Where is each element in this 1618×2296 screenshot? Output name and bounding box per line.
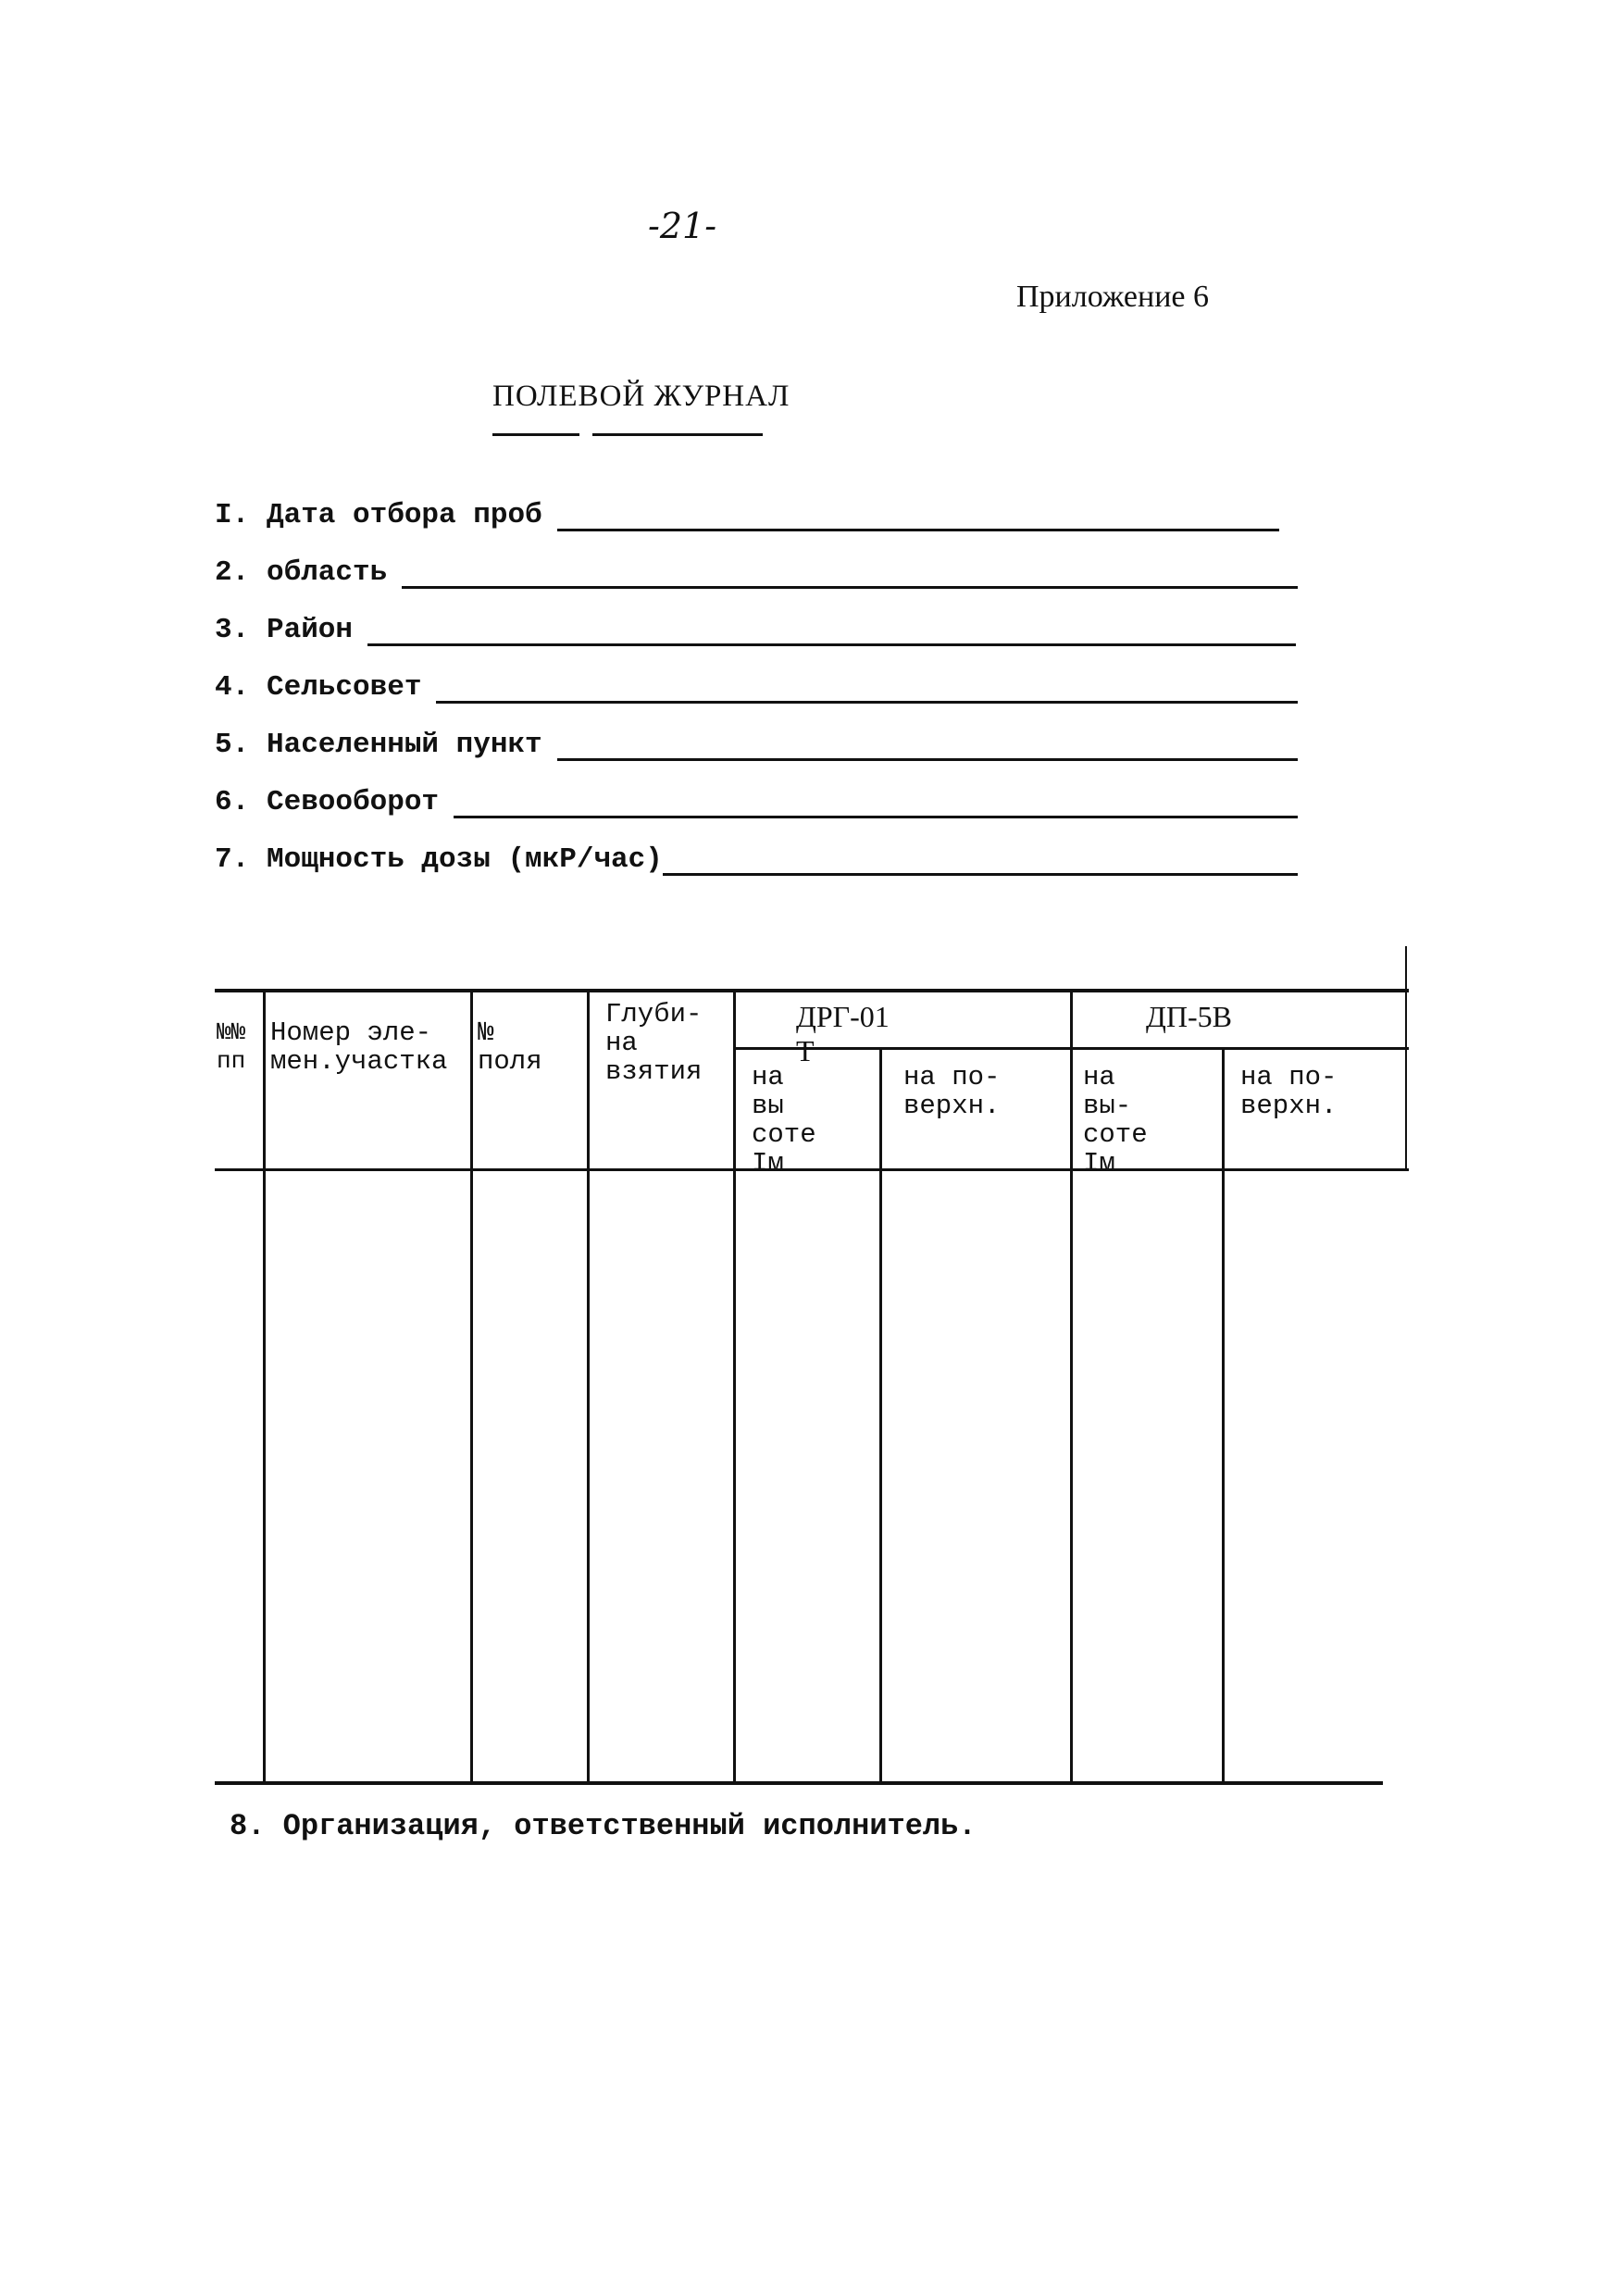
field-village-council[interactable] [215, 663, 1298, 704]
table-col-divider [470, 992, 473, 1781]
col-header-index: №№ пп [217, 1018, 246, 1075]
field-label: Дата отбора проб [267, 499, 542, 531]
col-header-element: Номер эле- мен.участка [270, 1017, 448, 1077]
field-dose-rate[interactable] [215, 835, 1298, 876]
field-label: Населенный пункт [267, 729, 542, 761]
field-sampling-date[interactable] [215, 491, 1279, 531]
title-underline-left [492, 433, 579, 436]
subheader-height-2: на вы- соте Iм [1083, 1062, 1148, 1179]
field-region[interactable] [215, 548, 1298, 589]
table-col-divider [587, 992, 590, 1781]
footer-organization: 8. Организация, ответственный исполнитель. [230, 1809, 977, 1843]
group-header-dp5v: ДП-5В [1146, 1000, 1232, 1033]
field-label: Севооборот [267, 786, 440, 818]
table-col-divider [1222, 1050, 1225, 1781]
table-col-divider [879, 1050, 882, 1781]
field-blank-line[interactable] [557, 501, 1279, 531]
field-blank-line[interactable] [367, 616, 1296, 646]
table-col-divider [263, 992, 266, 1781]
title-underline-right [592, 433, 763, 436]
field-number: 2. [215, 556, 250, 589]
field-number: 6. [215, 786, 250, 818]
field-number: I. [215, 499, 250, 531]
table-bottom-rule [215, 1781, 1383, 1785]
field-number: 3. [215, 614, 250, 646]
col-header-field: № поля [478, 1017, 542, 1077]
field-label: область [267, 556, 388, 589]
table-right-edge [1405, 946, 1407, 1168]
col-header-depth: Глуби- на взятия [605, 999, 703, 1087]
subheader-height: на вы соте Iм [752, 1062, 816, 1179]
field-number: 4. [215, 671, 250, 704]
table-col-divider [1070, 992, 1073, 1781]
subheader-surface: на по- верхн. [903, 1062, 1001, 1121]
field-number: 7. [215, 843, 250, 876]
field-label: Мощность дозы (мкР/час) [267, 843, 663, 876]
group-header-drg01t: ДРГ-01 Т [796, 1000, 890, 1067]
field-label: Сельсовет [267, 671, 422, 704]
field-label: Район [267, 614, 354, 646]
field-settlement[interactable] [215, 720, 1298, 761]
appendix-label: Приложение 6 [1016, 280, 1209, 314]
subheader-surface-2: на по- верхн. [1240, 1062, 1338, 1121]
table-col-divider [733, 992, 736, 1781]
field-blank-line[interactable] [402, 558, 1298, 589]
page-number: -21- [648, 206, 717, 246]
field-district[interactable] [215, 605, 1296, 646]
field-blank-line[interactable] [663, 845, 1298, 876]
table-top-rule [215, 989, 1409, 992]
field-number: 5. [215, 729, 250, 761]
journal-title: ПОЛЕВОЙ ЖУРНАЛ [492, 380, 790, 413]
field-blank-line[interactable] [436, 673, 1298, 704]
field-blank-line[interactable] [557, 730, 1298, 761]
field-crop-rotation[interactable] [215, 778, 1298, 818]
field-blank-line[interactable] [454, 788, 1298, 818]
